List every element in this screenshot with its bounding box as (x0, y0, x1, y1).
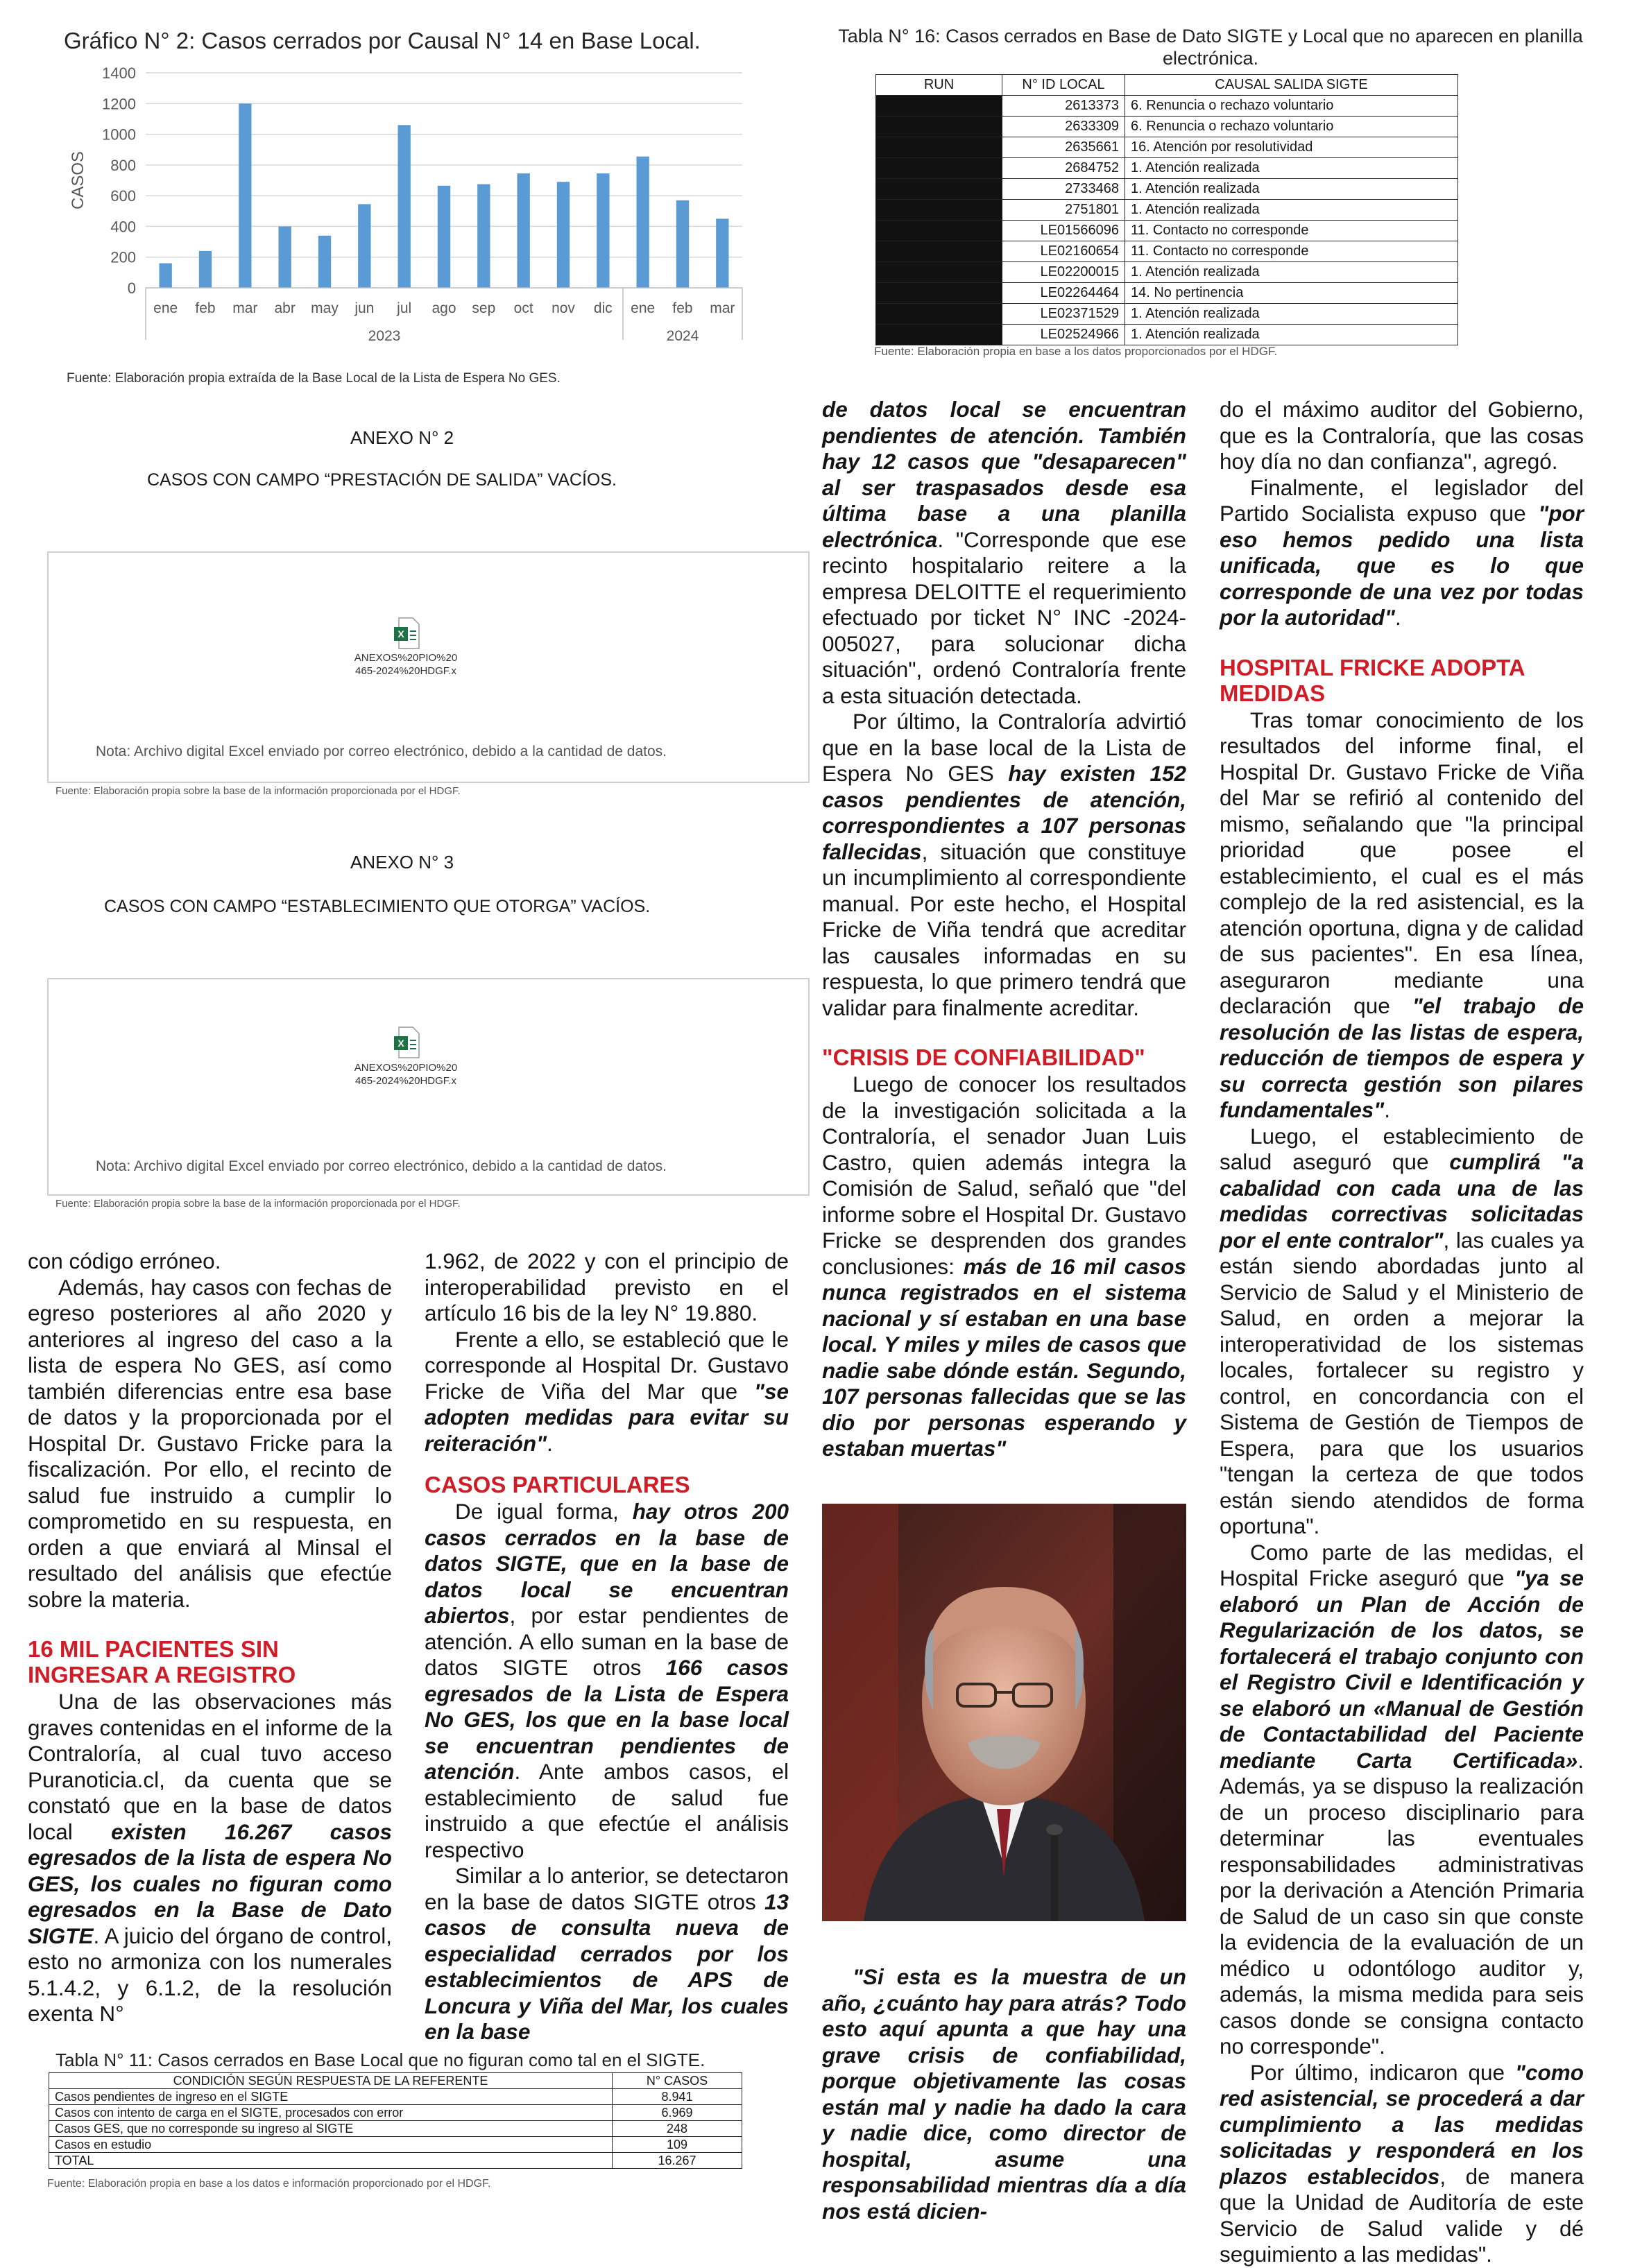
table16-causal-cell: 6. Renuncia o rechazo voluntario (1125, 96, 1458, 117)
redacted-run-cell (876, 179, 1002, 200)
table16-row (876, 158, 1458, 179)
chart-source: Fuente: Elaboración propia extraída de la Base Local de la Lista de Espera No GES. (67, 371, 561, 386)
table16-header-causal: CAUSAL SALIDA SIGTE (1125, 75, 1458, 96)
annex2-title: ANEXO N° 2 (350, 427, 454, 448)
c2-paragraph-2: Frente a ello, se estableció que le corresponde al Hospital Dr. Gustavo Fricke de Viña del Mar que "se adopten medidas para evitar su reiteración". (425, 1326, 789, 1456)
c3-section-heading: "CRISIS DE CONFIABILIDAD" (822, 1045, 1145, 1070)
x-tick-label: mar (710, 300, 735, 316)
redacted-run-cell (876, 96, 1002, 117)
table16-row (876, 200, 1458, 221)
c1-section-heading: 16 MIL PACIENTES SIN INGRESAR A REGISTRO (28, 1636, 296, 1687)
annex2-attachment-box (47, 551, 810, 783)
table16-id-cell: LE02264464 (1002, 283, 1125, 304)
table16-causal-cell: 1. Atención realizada (1125, 262, 1458, 283)
table16-id-cell: 2633309 (1002, 117, 1125, 137)
table11-row (49, 2121, 742, 2137)
svg-text:X: X (397, 628, 404, 639)
table16-row (876, 262, 1458, 283)
x-tick-label: dic (593, 300, 613, 316)
y-tick-label: 800 (110, 156, 136, 174)
bar (597, 173, 609, 288)
c4-paragraph-3: Tras tomar conocimiento de los resultados del informe final, el Hospital Dr. Gustavo Fricke de Viña del Mar se refirió al contenido del mismo, señalando que "la principal prioridad que posee el establecimiento, el cual es el más complejo de la red asistencial, es la atención oportuna, digna y de calidad de sus pacientes". En esa línea, aseguraron mediante una declaración que "el trabajo de resolución de las listas de espera, reducción de tiempos de espera y su correcta gestión son pilares fundamentales". (1220, 707, 1584, 1122)
table16-causal-cell: 6. Renuncia o rechazo voluntario (1125, 117, 1458, 137)
article-column-1 (28, 1248, 392, 2027)
c1-paragraph-2: Además, hay casos con fechas de egreso posteriores al año 2020 y anteriores al ingreso del caso a la lista de espera No GES, así como también diferencias entre esa base de datos y la proporcionada por el Hospital Dr. Gustavo Fricke para la fiscalización. Por ello, el recinto de salud fue instruido a cumplir lo comprometido en su respuesta, en orden a que enviará al Minsal el resultado del análisis que efectúe sobre la materia. (28, 1274, 392, 1612)
table11-count-cell: 6.969 (613, 2105, 742, 2121)
table11-condition-cell: Casos en estudio (49, 2137, 613, 2153)
table11-condition-cell: Casos pendientes de ingreso en el SIGTE (49, 2089, 613, 2105)
excel-file-icon[interactable] (393, 1026, 420, 1058)
annex2-file-line1: ANEXOS%20PIO%20 (354, 652, 458, 664)
table11-row (49, 2153, 742, 2169)
bar (438, 186, 450, 288)
table11-count-cell: 8.941 (613, 2089, 742, 2105)
c4-paragraph-1: do el máximo auditor del Gobierno, que es la Contraloría, que las cosas hoy día no dan confianza", agregó. (1220, 397, 1584, 474)
x-tick-label: ene (153, 300, 178, 316)
year-label: 2023 (368, 328, 401, 344)
annex3-subtitle: CASOS CON CAMPO “ESTABLECIMIENTO QUE OTORGA” VACÍOS. (104, 897, 651, 916)
c4-paragraph-2: Finalmente, el legislador del Partido Socialista expuso que "por eso hemos pedido una lista unificada, que es lo que corresponde de una vez por todas por la autoridad". (1220, 474, 1584, 630)
x-tick-label: jun (354, 300, 375, 316)
x-tick-label: ago (431, 300, 456, 316)
table16-causal-cell: 1. Atención realizada (1125, 325, 1458, 345)
table16-row (876, 241, 1458, 262)
bar-chart (42, 59, 749, 364)
x-tick-label: nov (552, 300, 575, 316)
table16-id-cell: 2613373 (1002, 96, 1125, 117)
annex2-note: Nota: Archivo digital Excel enviado por correo electrónico, debido a la cantidad de datos. (96, 744, 667, 759)
bar (397, 125, 410, 288)
table16-id-cell: LE02524966 (1002, 325, 1125, 345)
table16-row (876, 137, 1458, 158)
annex3-attachment-box (47, 978, 810, 1196)
table11-row (49, 2137, 742, 2153)
c2-paragraph-3: De igual forma, hay otros 200 casos cerrados en la base de datos SIGTE, que en la base de datos local se encuentran abiertos, por estar pendientes de atención. A ello suman en la base de datos SIGTE otros 166 casos egresados de la Lista de Espera No GES, los que en la base local se encuentran pendientes de atención. Ante ambos casos, el establecimiento de salud fue instruido a que efectúe el análisis respectivo (425, 1499, 789, 1862)
redacted-run-cell (876, 283, 1002, 304)
table11-header-condition: CONDICIÓN SEGÚN RESPUESTA DE LA REFERENTE (49, 2073, 613, 2089)
bar (477, 184, 490, 288)
bar (159, 264, 171, 288)
y-tick-label: 600 (110, 187, 136, 205)
table16-row (876, 304, 1458, 325)
excel-file-icon[interactable] (393, 617, 420, 649)
table16-source: Fuente: Elaboración propia en base a los datos proporcionados por el HDGF. (874, 345, 1278, 358)
table11-condition-cell: Casos con intento de carga en el SIGTE, procesados con error (49, 2105, 613, 2121)
c2-paragraph-1: 1.962, de 2022 y con el principio de interoperabilidad previsto en el artículo 16 bis de la ley N° 19.880. (425, 1248, 789, 1325)
table11-row (49, 2105, 742, 2121)
annex2-file-line2: 465-2024%20HDGF.x (355, 665, 456, 677)
table16-id-cell: 2733468 (1002, 179, 1125, 200)
redacted-run-cell (876, 158, 1002, 179)
x-tick-label: mar (232, 300, 258, 316)
y-tick-label: 1400 (102, 65, 136, 82)
c4-paragraph-6: Por último, indicaron que "como red asistencial, se procederá a dar cumplimiento a las medidas solicitadas y responderá en los plazos establecidos, de manera que la Unidad de Auditoría de este Servicio de Salud valide y dé seguimiento a las medidas". (1220, 2059, 1584, 2267)
table11-source: Fuente: Elaboración propia en base a los datos e información proporcionado por el HDGF. (47, 2178, 491, 2190)
bar (517, 173, 529, 288)
chart-title: Gráfico N° 2: Casos cerrados por Causal N° 14 en Base Local. (64, 28, 701, 53)
table11-count-cell: 109 (613, 2137, 742, 2153)
x-tick-label: feb (672, 300, 693, 316)
x-tick-label: oct (513, 300, 533, 316)
annex3-title: ANEXO N° 3 (350, 852, 454, 873)
redacted-run-cell (876, 137, 1002, 158)
table16-causal-cell: 1. Atención realizada (1125, 304, 1458, 325)
c2-section-heading: CASOS PARTICULARES (425, 1472, 690, 1497)
redacted-run-cell (876, 221, 1002, 241)
annex3-note: Nota: Archivo digital Excel enviado por correo electrónico, debido a la cantidad de datos. (96, 1158, 667, 1174)
table16-causal-cell: 1. Atención realizada (1125, 200, 1458, 221)
table16-causal-cell: 14. No pertinencia (1125, 283, 1458, 304)
bar (278, 226, 291, 288)
bar (636, 157, 649, 288)
table16-header-run: RUN (876, 75, 1002, 96)
y-tick-label: 200 (110, 248, 136, 266)
table16-id-cell: LE02200015 (1002, 262, 1125, 283)
c1-paragraph-1: con código erróneo. (28, 1248, 221, 1273)
bar (676, 200, 689, 288)
bar (557, 182, 570, 288)
annex2-source: Fuente: Elaboración propia sobre la base de la información proporcionada por el HDGF. (55, 785, 461, 797)
y-tick-label: 0 (127, 280, 136, 297)
table16-causal-cell: 1. Atención realizada (1125, 158, 1458, 179)
x-tick-label: abr (274, 300, 296, 316)
y-tick-label: 1000 (102, 126, 136, 144)
photo-quote-text: "Si esta es la muestra de un año, ¿cuánto hay para atrás? Todo esto aquí apunta a que hay una grave crisis de confiabilidad, porque objetivamente las cosas están mal y nadie ha dado la cara y nadie dice, como director de hospital, asume una responsabilidad mientras día a día nos está dicien- (822, 1964, 1186, 2224)
annex2-subtitle: CASOS CON CAMPO “PRESTACIÓN DE SALIDA” VACÍOS. (147, 470, 617, 490)
c4-paragraph-4: Luego, el establecimiento de salud aseguró que cumplirá "a cabalidad con cada una de las medidas correctivas solicitadas por el ente contralor", las cuales ya están siendo abordadas junto al Servicio de Salud y el Ministerio de Salud, en orden a mejorar la interoperatividad de los sistemas locales, fortalecer su registro y control, en concordancia con el Sistema de Gestión de Tiempos de Espera, para que los usuarios "tengan la certeza de que todos están siendo atendidos de forma oportuna". (1220, 1123, 1584, 1538)
article-column-3 (822, 397, 1186, 1462)
c3-paragraph-2: Por último, la Contraloría advirtió que en la base local de la Lista de Espera No GES hay existen 152 casos pendientes de atención, correspondientes a 107 personas fallecidas, situación que constituye un incumplimiento al correspondiente manual. Por este hecho, el Hospital Fricke de Viña tendrá que acreditar las causales informadas en su respuesta, lo que primero tendrá que validar para finalmente acreditar. (822, 709, 1186, 1020)
svg-text:X: X (397, 1038, 404, 1049)
table16-id-cell: 2751801 (1002, 200, 1125, 221)
annex2-file-name[interactable] (326, 651, 486, 678)
table11 (49, 2072, 742, 2169)
x-tick-label: may (311, 300, 339, 316)
table11-count-cell: 16.267 (613, 2153, 742, 2169)
table16-causal-cell: 11. Contacto no corresponde (1125, 221, 1458, 241)
photo-quote (822, 1964, 1186, 2224)
x-tick-label: sep (472, 300, 496, 316)
bar (199, 251, 212, 288)
annex3-source: Fuente: Elaboración propia sobre la base de la información proporcionada por el HDGF. (55, 1198, 461, 1210)
table16-causal-cell: 11. Contacto no corresponde (1125, 241, 1458, 262)
table16-row (876, 179, 1458, 200)
table11-condition-cell: Casos GES, que no corresponde su ingreso al SIGTE (49, 2121, 613, 2137)
redacted-run-cell (876, 325, 1002, 345)
bar (358, 204, 370, 288)
c3-paragraph-1: de datos local se encuentran pendientes de atención. También hay 12 casos que "desaparecen" al ser traspasados desde esa última base a una planilla electrónica. "Corresponde que ese recinto hospitalario reitere a la empresa DELOITTE el requerimiento efectuado por ticket N° INC -2024-005027, para solucionar dicha situación", ordenó Contraloría frente a esta situación detectada. (822, 397, 1186, 708)
y-tick-label: 1200 (102, 95, 136, 113)
table16-id-cell: LE02160654 (1002, 241, 1125, 262)
c4-section-heading: HOSPITAL FRICKE ADOPTA MEDIDAS (1220, 654, 1525, 706)
table11-header-count: N° CASOS (613, 2073, 742, 2089)
table16-row (876, 221, 1458, 241)
table16-causal-cell: 16. Atención por resolutividad (1125, 137, 1458, 158)
article-column-4 (1220, 397, 1584, 2268)
year-label: 2024 (666, 328, 699, 344)
x-tick-label: jul (397, 300, 412, 316)
y-axis-label: CASOS (69, 151, 87, 210)
table16-header-id: N° ID LOCAL (1002, 75, 1125, 96)
table11-condition-cell: TOTAL (49, 2153, 613, 2169)
redacted-run-cell (876, 304, 1002, 325)
bar (318, 236, 331, 288)
x-tick-label: ene (631, 300, 656, 316)
c2-paragraph-4: Similar a lo anterior, se detectaron en la base de datos SIGTE otros 13 casos de consulta nueva de especialidad cerrados por los establecimientos de APS de Loncura y Viña del Mar, los cuales en la base (425, 1863, 789, 2044)
table16-row (876, 96, 1458, 117)
table16-causal-cell: 1. Atención realizada (1125, 179, 1458, 200)
bar (239, 103, 251, 288)
table16-id-cell: 2635661 (1002, 137, 1125, 158)
annex3-file-line2: 465-2024%20HDGF.x (355, 1075, 456, 1087)
table16-id-cell: 2684752 (1002, 158, 1125, 179)
x-tick-label: feb (195, 300, 216, 316)
redacted-run-cell (876, 262, 1002, 283)
table16-title: Tabla N° 16: Casos cerrados en Base de Dato SIGTE y Local que no aparecen en planilla electrónica. (838, 26, 1583, 69)
table16 (875, 74, 1458, 345)
senator-photo (822, 1504, 1186, 1921)
table16-id-cell: LE02371529 (1002, 304, 1125, 325)
bar (716, 218, 728, 288)
table16-row (876, 283, 1458, 304)
table16-row (876, 325, 1458, 345)
c1-paragraph-3: Una de las observaciones más graves contenidas en el informe de la Contraloría, al cual tuvo acceso Puranoticia.cl, da cuenta que se constató que en la base de datos local existen 16.267 casos egresados de la lista de espera No GES, los cuales no figuran como egresados en la Base de Dato SIGTE. A juicio del órgano de control, esto no armoniza con los numerales 5.1.4.2, y 6.1.2, de la resolución exenta N° (28, 1689, 392, 2026)
table11-title: Tabla N° 11: Casos cerrados en Base Local que no figuran como tal en el SIGTE. (55, 2050, 706, 2070)
redacted-run-cell (876, 241, 1002, 262)
annex3-file-name[interactable] (326, 1061, 486, 1088)
redacted-run-cell (876, 200, 1002, 221)
article-column-2 (425, 1248, 789, 2045)
table11-row (49, 2089, 742, 2105)
c4-paragraph-5: Como parte de las medidas, el Hospital Fricke aseguró que "ya se elaboró un Plan de Acción de Regularización de los datos, se fortalecerá el trabajo conjunto con el Registro Civil e Identificación y se elaboró un «Manual de Gestión de Contactabilidad del Paciente mediante Carta Certificada». Además, ya se dispuso la realización de un proceso disciplinario para determinar las eventuales responsabilidades administrativas por la derivación a Atención Primaria de Salud de un caso sin que conste la evidencia de la evaluación de un médico u odontólogo auditor y, además, la misma medida para seis casos donde se consigna contacto no corresponde". (1220, 1539, 1584, 2059)
c3-paragraph-3: Luego de conocer los resultados de la investigación solicitada a la Contraloría, el senador Juan Luis Castro, quien además integra la Comisión de Salud, señaló que "del informe sobre el Hospital Dr. Gustavo Fricke se desprenden dos grandes conclusiones: más de 16 mil casos nunca registrados en el sistema nacional y sí estaban en una base local. Y miles y miles de casos que nadie sabe dónde están. Segundo, 107 personas fallecidas que se las dio por personas esperando y estaban muertas" (822, 1072, 1186, 1461)
table16-row (876, 117, 1458, 137)
redacted-run-cell (876, 117, 1002, 137)
table11-count-cell: 248 (613, 2121, 742, 2137)
y-tick-label: 400 (110, 218, 136, 236)
table16-id-cell: LE01566096 (1002, 221, 1125, 241)
annex3-file-line1: ANEXOS%20PIO%20 (354, 1062, 458, 1074)
